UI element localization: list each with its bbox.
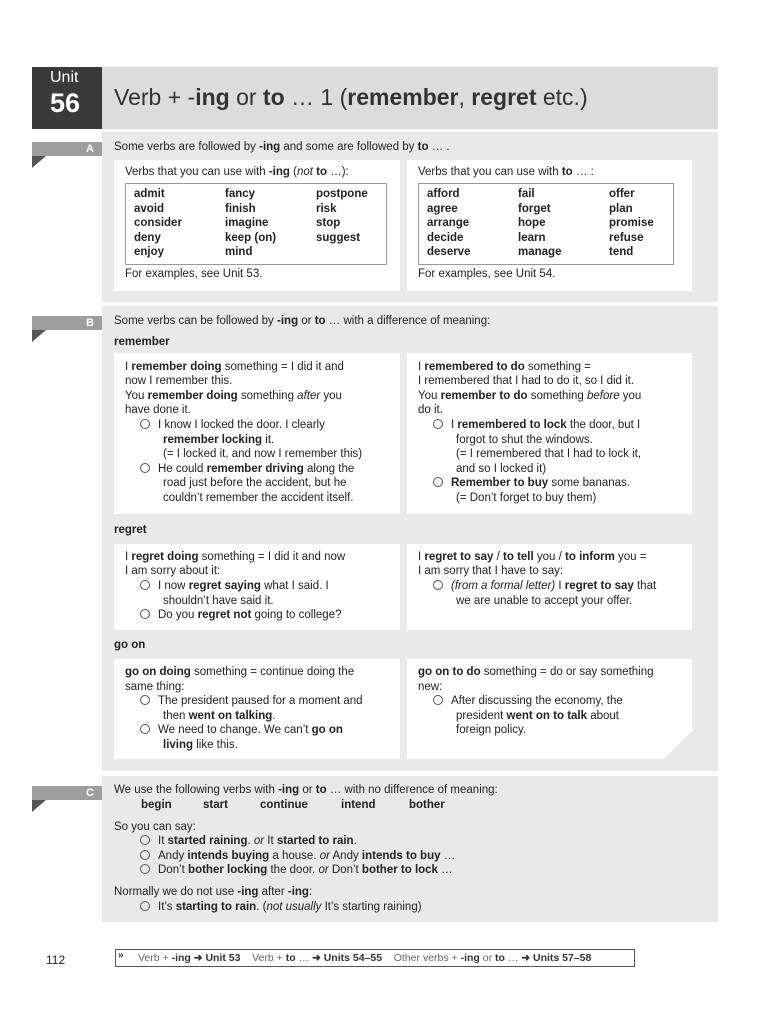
text-line: living like this.	[163, 739, 238, 751]
text-line: forgot to shut the windows.	[456, 434, 593, 446]
c-verb: begin	[141, 799, 172, 811]
text-line: I am sorry that I have to say:	[418, 565, 564, 577]
text-line: I regret doing something = I did it and now	[125, 551, 346, 563]
tab-corner	[32, 156, 46, 168]
ing-verbs-col-3: postpone risk stop suggest	[316, 188, 368, 244]
text-line: have done it.	[125, 404, 191, 416]
to-verbs-footer: For examples, see Unit 54.	[418, 268, 556, 280]
unit-number: 56	[50, 88, 81, 118]
unit-word: Unit	[50, 69, 79, 86]
example-line: I now regret saying what I said. I	[140, 579, 329, 594]
text-line: I am sorry about it:	[125, 565, 221, 577]
section-a-intro: Some verbs are followed by -ing and some are followed by to … .	[114, 141, 450, 153]
text-line: I remember doing something = I did it and	[125, 361, 344, 373]
remember-label: remember	[114, 336, 170, 348]
corner-cut	[664, 731, 692, 759]
ing-verbs-col-2: fancy finish imagine keep (on) mind	[225, 188, 277, 258]
section-a-tab: A	[32, 142, 102, 156]
bullet-icon	[140, 419, 150, 429]
c-verb: bother	[409, 799, 445, 811]
example-line: I remembered to lock the door, but I	[433, 418, 640, 433]
bullet-icon	[140, 901, 150, 911]
text-line: and so I locked it)	[456, 463, 547, 475]
text-line: new:	[418, 681, 443, 693]
text-line: You remember doing something after you	[125, 390, 342, 402]
bullet-icon	[433, 419, 443, 429]
text-line: remember locking it.	[163, 434, 275, 446]
text-line: do it.	[418, 404, 443, 416]
page-title: Verb + -ing or to … 1 (remember, regret etc.)	[114, 84, 588, 110]
regret-label: regret	[114, 524, 147, 536]
to-verbs-col-2: fail forget hope learn manage	[518, 188, 562, 258]
to-verbs-col-1: afford agree arrange decide deserve	[427, 188, 471, 258]
text-line: You remember to do something before you	[418, 390, 642, 402]
text-line: road just before the accident, but he	[163, 477, 347, 489]
bullet-icon	[140, 695, 150, 705]
go-on-label: go on	[114, 639, 146, 651]
bullet-icon	[140, 463, 150, 473]
tab-corner	[32, 330, 46, 342]
cross-reference-bar	[115, 949, 635, 967]
bullet-icon	[140, 580, 150, 590]
example-line: Remember to buy some bananas.	[433, 476, 630, 491]
ing-verbs-box	[125, 183, 387, 265]
title-bar	[102, 67, 718, 129]
ing-verbs-heading: Verbs that you can use with -ing (not to …):	[125, 166, 349, 178]
text-line: foreign policy.	[456, 724, 527, 736]
section-b-tab: B	[32, 316, 102, 330]
example-line: After discussing the economy, the	[433, 694, 623, 709]
text-line: now I remember this.	[125, 375, 233, 387]
bullet-icon	[140, 850, 150, 860]
text-line: I remembered that I had to do it, so I did it.	[418, 375, 635, 387]
text-line: I regret to say / to tell you / to inform you =	[418, 551, 647, 563]
text-line: couldn’t remember the accident itself.	[163, 492, 354, 504]
text-line: (= Don’t forget to buy them)	[456, 492, 597, 504]
section-b-intro: Some verbs can be followed by -ing or to … with a difference of meaning:	[114, 315, 491, 327]
tab-corner	[32, 800, 46, 812]
so-you-can-say: So you can say:	[114, 821, 196, 833]
ing-verbs-footer: For examples, see Unit 53.	[125, 268, 263, 280]
section-c-intro: We use the following verbs with -ing or to … with no difference of meaning:	[114, 784, 498, 796]
section-c-tab: C	[32, 786, 102, 800]
example-line: It’s starting to rain. (not usually It’s starting raining)	[140, 900, 422, 915]
example-line: Don’t bother locking the door. or Don’t bother to lock …	[140, 863, 453, 878]
text-line: go on to do something = do or say something	[418, 666, 654, 678]
example-line: It started raining. or It started to rain.	[140, 834, 357, 849]
ing-verbs-col-1: admit avoid consider deny enjoy	[134, 188, 182, 258]
text-line: president went on to talk about	[456, 710, 619, 722]
double-chevron-icon: »	[118, 950, 124, 961]
page-number: 112	[46, 953, 66, 967]
example-line: (from a formal letter) I regret to say that	[433, 579, 656, 594]
c-verb: start	[203, 799, 228, 811]
to-verbs-heading: Verbs that you can use with to … :	[418, 166, 594, 178]
bullet-icon	[433, 580, 443, 590]
text-line: (= I remembered that I had to lock it,	[456, 448, 642, 460]
unit-badge	[32, 67, 102, 129]
to-verbs-col-3: offer plan promise refuse tend	[609, 188, 654, 258]
example-line: Andy intends buying a house. or Andy intends to buy …	[140, 849, 455, 864]
bullet-icon	[140, 864, 150, 874]
text-line: we are unable to accept your offer.	[456, 595, 633, 607]
bullet-icon	[433, 695, 443, 705]
bullet-icon	[140, 835, 150, 845]
text-line: then went on talking.	[163, 710, 276, 722]
to-verbs-box	[418, 183, 674, 265]
bullet-icon	[433, 477, 443, 487]
text-line: (= I locked it, and now I remember this)	[163, 448, 363, 460]
cross-reference-text: Verb + -ing ➜ Unit 53 Verb + to … ➜ Units 54–55 Other verbs + -ing or to … ➜ Units 57–58	[138, 952, 592, 964]
c-verb: continue	[260, 799, 308, 811]
text-line: same thing:	[125, 681, 185, 693]
normally-line: Normally we do not use -ing after -ing:	[114, 886, 313, 898]
example-line: He could remember driving along the	[140, 462, 354, 477]
example-line: I know I locked the door. I clearly	[140, 418, 325, 433]
bullet-icon	[140, 724, 150, 734]
text-line: I remembered to do something =	[418, 361, 591, 373]
text-line: go on doing something = continue doing the	[125, 666, 355, 678]
example-line: Do you regret not going to college?	[140, 608, 341, 623]
text-line: shouldn’t have said it.	[163, 595, 274, 607]
c-verb: intend	[341, 799, 376, 811]
example-line: The president paused for a moment and	[140, 694, 363, 709]
example-line: We need to change. We can’t go on	[140, 723, 343, 738]
bullet-icon	[140, 609, 150, 619]
